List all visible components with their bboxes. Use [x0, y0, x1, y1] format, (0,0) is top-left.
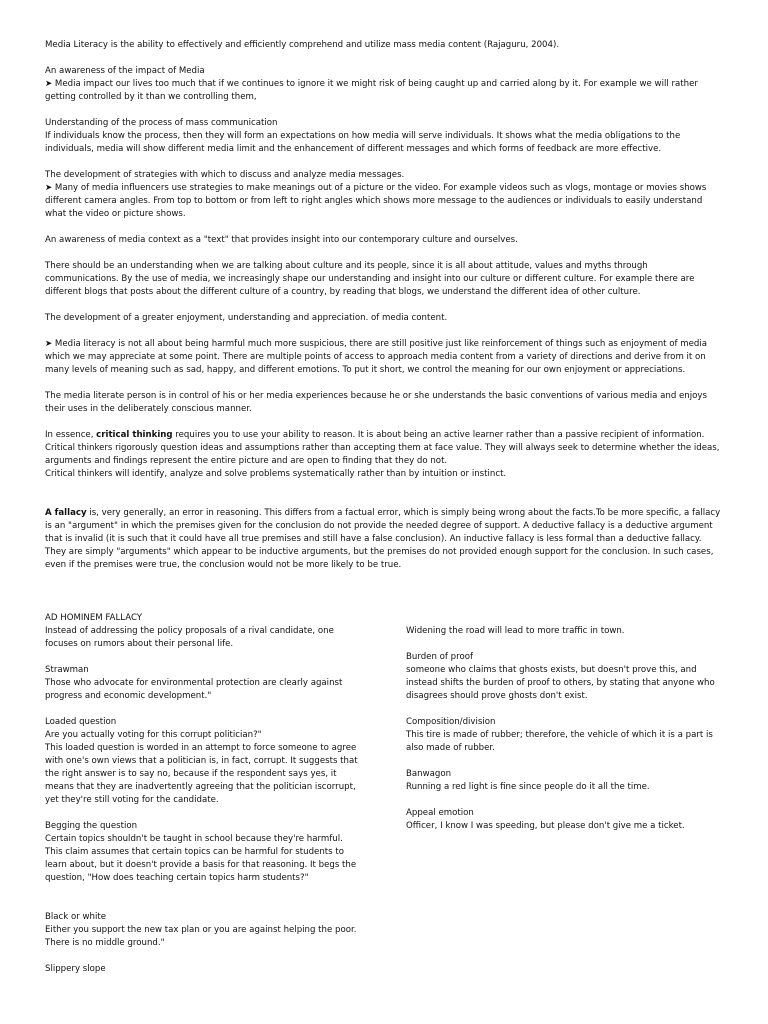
fallacy-bold: A fallacy [45, 508, 87, 518]
composition-example: This tire is made of rubber; therefore, the vehicle of which it is a part is also made of rubber. [406, 730, 713, 753]
black-white-heading: Black or white [45, 912, 107, 922]
bandwagon-heading: Banwagon [406, 769, 452, 779]
fallacy-text: is, very generally, an error in reasoning. This differs from a factual error, which is simply being wrong about the facts.To be more specific, a fallacy is an "argument" in which the premises given for the conclusion do not provide the needed degree of support. A deductive fallacy is a deductive argument that is invalid (it is such that it could have all true premises and still have a false conclusion). An inductive fallacy is less formal than a deductive fallacy. They are simply "arguments" which appear to be inductive arguments, but the premises do not provided enough support for the conclusion. In such cases, even if the premises were true, the conclusion would not be more likely to be true. [45, 508, 721, 570]
ad-hominem-heading: AD HOMINEM FALLACY [45, 613, 143, 623]
literate-person-paragraph: The media literate person is in control of his or her media experiences because he or she understands the basic conventions of various media and enjoys their uses in the deliberately conscious manner. [45, 391, 707, 414]
loaded-question-explanation: This loaded question is worded in an attempt to force someone to agree with one's own views that a politician is, in fact, corrupt. It suggests that the right answer is to say no, because if the respondent says yes, it means that they are inadvertently agreeing that the politician iscorrupt, yet they're still voting for the candidate. [45, 743, 358, 805]
right-column [406, 625, 721, 833]
loaded-question-example: Are you actually voting for this corrupt politician?" [45, 730, 262, 740]
context-paragraph: There should be an understanding when we are talking about culture and its people, since it is all about attitude, values and myths through communications. By the use of media, we increasingly shape our understanding and insight into our culture or different culture. For example there are different blogs that posts about the different culture of a country, by reading that blogs, we understand the different idea of other culture. [45, 261, 695, 297]
process-paragraph: If individuals know the process, then they will form an expectations on how media will serve individuals. It shows what the media obligations to the individuals, media will show different media limit and the enhancement of different messages and which forms of feedback are more effective. [45, 131, 681, 154]
composition-heading: Composition/division [406, 717, 496, 727]
appeal-emotion-heading: Appeal emotion [406, 808, 474, 818]
ct-post: requires you to use your ability to reason. It is about being an active learner rather than a passive recipient of information. [172, 430, 705, 440]
definition-paragraph: Media Literacy is the ability to effectively and efficiently comprehend and utilize mass media content (Rajaguru, 2004). [45, 40, 560, 50]
impact-paragraph: ➤ Media impact our lives too much that if we continues to ignore it we might risk of being caught up and carried along by it. For example we will rather getting controlled by it than we controlling them, [45, 79, 698, 102]
burden-of-proof-heading: Burden of proof [406, 652, 473, 662]
process-heading: Understanding of the process of mass communication [45, 118, 278, 128]
critical-thinkers-question: Critical thinkers rigorously question ideas and assumptions rather than accepting them at face value. They will always seek to determine whether the ideas, arguments and findings represent the entire picture and are open to finding that they do not. [45, 443, 720, 466]
black-white-example: Either you support the new tax plan or you are against helping the poor. There is no middle ground." [45, 925, 357, 948]
critical-thinking-paragraph [45, 429, 721, 442]
strategies-heading: The development of strategies with which to discuss and analyze media messages. [45, 170, 405, 180]
intro-section [45, 39, 721, 572]
enjoyment-paragraph: ➤ Media literacy is not all about being harmful much more suspicious, there are still positive just like reinforcement of things such as enjoyment of media which we may appreciate at some point. There are multiple points of access to approach media content from a variety of directions and derive from it on many levels of meaning such as sad, happy, and different emotions. To put it short, we control the meaning for our own enjoyment or appreciations. [45, 339, 708, 375]
strawman-example: Those who advocate for environmental protection are clearly against progress and economic development." [45, 678, 343, 701]
slippery-slope-heading: Slippery slope [45, 964, 106, 974]
fallacy-paragraph [45, 507, 721, 572]
burden-of-proof-example: someone who claims that ghosts exists, but doesn't prove this, and instead shifts the burden of proof to others, by stating that anyone who disagrees should prove ghosts don't exist. [406, 665, 715, 701]
begging-question-heading: Begging the question [45, 821, 138, 831]
appeal-emotion-example: Officer, I know I was speeding, but please don't give me a ticket. [406, 821, 685, 831]
loaded-question-heading: Loaded question [45, 717, 117, 727]
strawman-heading: Strawman [45, 665, 89, 675]
begging-question-explanation: This claim assumes that certain topics can be harmful for students to learn about, but it doesn't provide a basis for that reasoning. It begs the question, "How does teaching certain topics harm students?" [45, 847, 357, 883]
critical-thinkers-solve: Critical thinkers will identify, analyze and solve problems systematically rather than by intuition or instinct. [45, 469, 507, 479]
ct-bold: critical thinking [96, 430, 173, 440]
context-heading: An awareness of media context as a "text" that provides insight into our contemporary culture and ourselves. [45, 235, 518, 245]
impact-heading: An awareness of the impact of Media [45, 66, 205, 76]
bandwagon-example: Running a red light is fine since people do it all the time. [406, 782, 650, 792]
ct-pre: In essence, [45, 430, 97, 440]
enjoyment-heading: The development of a greater enjoyment, understanding and appreciation. of media content. [45, 313, 448, 323]
slippery-slope-example: Widening the road will lead to more traffic in town. [406, 626, 625, 636]
begging-question-example: Certain topics shouldn't be taught in school because they're harmful. [45, 834, 343, 844]
left-column [45, 612, 360, 976]
strategies-paragraph: ➤ Many of media influencers use strategies to make meanings out of a picture or the video. For example videos such as vlogs, montage or movies shows different camera angles. From top to bottom or from left to right angles which shows more message to the audiences or individuals to easily understand what the video or picture shows. [45, 183, 707, 219]
ad-hominem-example: Instead of addressing the policy proposals of a rival candidate, one focuses on rumors about their personal life. [45, 626, 334, 649]
